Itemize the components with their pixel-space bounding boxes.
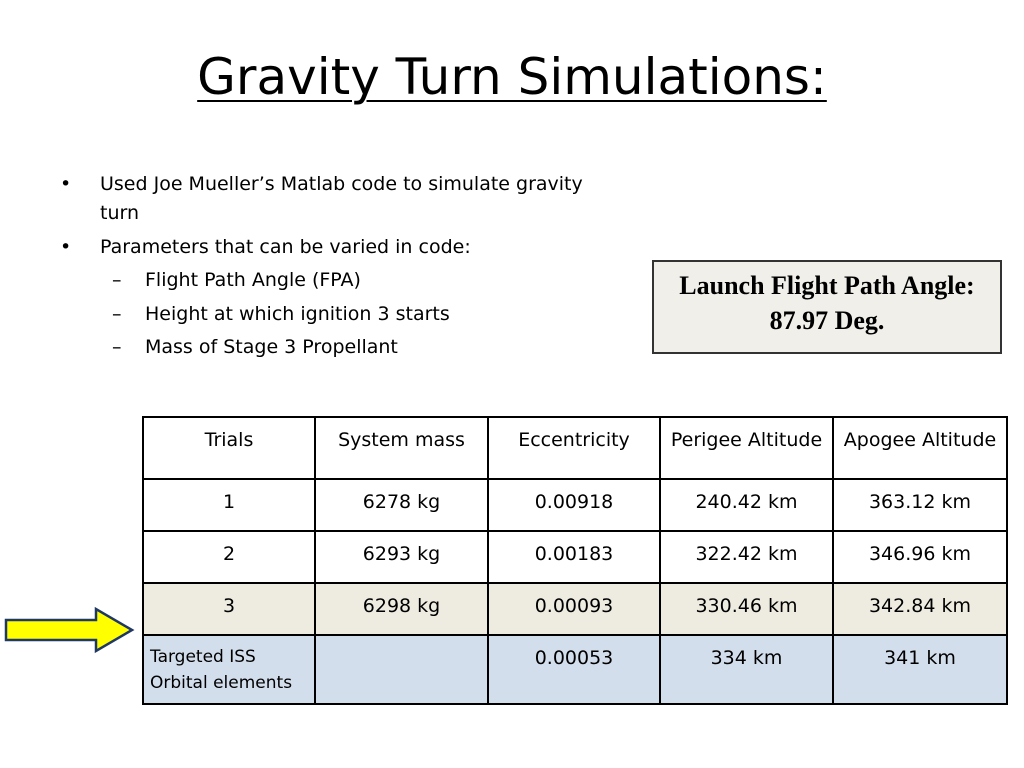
sub-bullet-item xyxy=(60,300,600,329)
fpa-box-value: 87.97 Deg. xyxy=(769,306,885,336)
sub-bullet-mark: – xyxy=(112,302,122,325)
cell-system-mass: 6293 kg xyxy=(315,531,488,583)
launch-fpa-box xyxy=(652,260,1002,354)
table-row xyxy=(143,479,1007,531)
sub-bullet-text: Mass of Stage 3 Propellant xyxy=(145,336,398,359)
cell-system-mass: 6278 kg xyxy=(315,479,488,531)
cell-apogee: 342.84 km xyxy=(833,583,1007,635)
table-row-target xyxy=(143,635,1007,704)
cell-trial: 2 xyxy=(143,531,315,583)
cell-eccentricity: 0.00918 xyxy=(488,479,660,531)
cell-system-mass xyxy=(315,635,488,704)
right-arrow-icon xyxy=(4,606,136,654)
sub-bullet-item xyxy=(60,266,600,295)
bullet-mark: • xyxy=(60,235,72,258)
cell-perigee: 330.46 km xyxy=(660,583,833,635)
cell-perigee: 240.42 km xyxy=(660,479,833,531)
cell-eccentricity: 0.00053 xyxy=(488,635,660,704)
bullet-item xyxy=(60,170,600,229)
cell-trial: 1 xyxy=(143,479,315,531)
cell-system-mass: 6298 kg xyxy=(315,583,488,635)
table-row-highlighted xyxy=(143,583,1007,635)
header-perigee-altitude: Perigee Altitude xyxy=(660,417,833,479)
header-apogee-altitude: Apogee Altitude xyxy=(833,417,1007,479)
header-eccentricity: Eccentricity xyxy=(488,417,660,479)
cell-apogee: 341 km xyxy=(833,635,1007,704)
sub-bullet-text: Height at which ignition 3 starts xyxy=(145,302,450,325)
fpa-box-label: Launch Flight Path Angle: xyxy=(679,271,975,300)
header-system-mass: System mass xyxy=(315,417,488,479)
results-table xyxy=(142,416,1008,705)
bullet-list xyxy=(60,170,600,367)
sub-bullet-item xyxy=(60,333,600,362)
table-row xyxy=(143,531,1007,583)
cell-perigee: 322.42 km xyxy=(660,531,833,583)
cell-target-label: Targeted ISS Orbital elements xyxy=(143,635,315,704)
sub-bullet-text: Flight Path Angle (FPA) xyxy=(145,269,361,292)
cell-eccentricity: 0.00093 xyxy=(488,583,660,635)
bullet-mark: • xyxy=(60,173,72,195)
table-header-row xyxy=(143,417,1007,479)
cell-apogee: 346.96 km xyxy=(833,531,1007,583)
cell-apogee: 363.12 km xyxy=(833,479,1007,531)
sub-bullet-mark: – xyxy=(112,269,122,292)
bullet-text: Parameters that can be varied in code: xyxy=(100,235,471,258)
slide-title: Gravity Turn Simulations: xyxy=(197,48,827,106)
cell-perigee: 334 km xyxy=(660,635,833,704)
bullet-item xyxy=(60,233,600,262)
sub-bullet-mark: – xyxy=(112,336,122,359)
bullet-text: Used Joe Mueller’s Matlab code to simulate gravity turn xyxy=(100,173,583,225)
cell-trial: 3 xyxy=(143,583,315,635)
cell-eccentricity: 0.00183 xyxy=(488,531,660,583)
header-trials: Trials xyxy=(143,417,315,479)
